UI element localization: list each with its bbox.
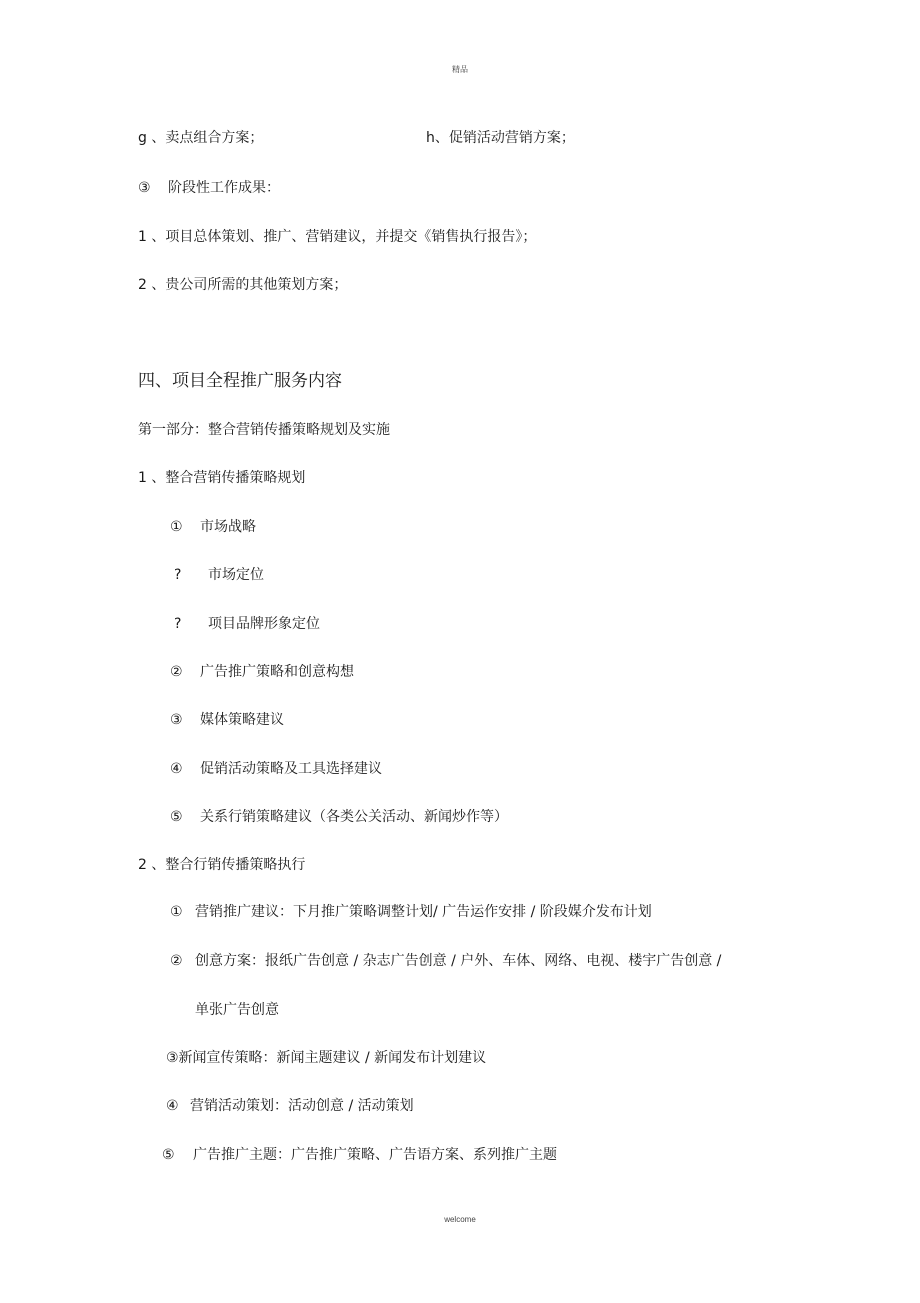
bullet-marker: ? [174, 567, 182, 583]
list-item [170, 663, 354, 681]
list-item-continuation: 单张广告创意 [195, 1002, 279, 1018]
circled-number: ⑤ [162, 1147, 175, 1163]
circled-number: ② [170, 953, 183, 969]
circled-number: ④ [166, 1098, 179, 1114]
list-item [170, 518, 256, 536]
list-item [170, 903, 652, 921]
list-item [170, 952, 721, 970]
list-item-text: 促销活动策略及工具选择建议 [200, 761, 382, 777]
list-item-text: 广告推广策略和创意构想 [200, 664, 354, 680]
circled-number: ③ [170, 712, 183, 728]
page-footer: welcome [444, 1215, 476, 1224]
list-item [166, 1097, 414, 1115]
part-heading: 第一部分：整合营销传播策略规划及实施 [138, 422, 390, 438]
circled-number: ① [170, 904, 183, 920]
bullet-marker: ? [174, 616, 182, 632]
circled-number: ⑤ [170, 809, 183, 825]
list-item: ③新闻宣传策略：新闻主题建议 / 新闻发布计划建议 [166, 1050, 487, 1066]
list-item-text: 市场战略 [200, 519, 256, 535]
list-item-text: 营销推广建议：下月推广策略调整计划/ 广告运作安排 / 阶段媒介发布计划 [195, 904, 652, 920]
result-item-1: 1 、项目总体策划、推广、营销建议，并提交《销售执行报告》； [138, 229, 537, 245]
stage-results-heading [138, 179, 280, 197]
section-heading: 四、项目全程推广服务内容 [138, 371, 342, 391]
list-item-text: 营销活动策划：活动创意 / 活动策划 [190, 1098, 414, 1114]
list-item [174, 615, 320, 633]
list-item [170, 760, 382, 778]
list-item-text: 广告推广主题：广告推广策略、广告语方案、系列推广主题 [193, 1147, 557, 1163]
circled-number: ④ [170, 761, 183, 777]
subsection-1: 1 、整合营销传播策略规划 [138, 470, 306, 486]
list-item-text: 市场定位 [208, 567, 264, 583]
circled-number: ① [170, 519, 183, 535]
item-h: h、促销活动营销方案； [426, 130, 575, 146]
item-g: g 、卖点组合方案； [138, 130, 264, 146]
list-item-text: 项目品牌形象定位 [208, 616, 320, 632]
circled-number: ③ [138, 180, 151, 196]
list-item [170, 808, 508, 826]
result-item-2: 2 、贵公司所需的其他策划方案； [138, 277, 348, 293]
page-header: 精品 [452, 65, 468, 74]
list-item-text: 关系行销策略建议（各类公关活动、新闻炒作等） [200, 809, 508, 825]
list-item [162, 1146, 557, 1164]
circled-number: ② [170, 664, 183, 680]
stage-results-label: 阶段性工作成果： [168, 180, 280, 196]
list-item [170, 711, 284, 729]
list-item-text: 媒体策略建议 [200, 712, 284, 728]
list-item [174, 566, 264, 584]
list-item-text: 创意方案：报纸广告创意 / 杂志广告创意 / 户外、车体、网络、电视、楼宇广告创意 / [195, 953, 722, 969]
subsection-2: 2 、整合行销传播策略执行 [138, 857, 306, 873]
